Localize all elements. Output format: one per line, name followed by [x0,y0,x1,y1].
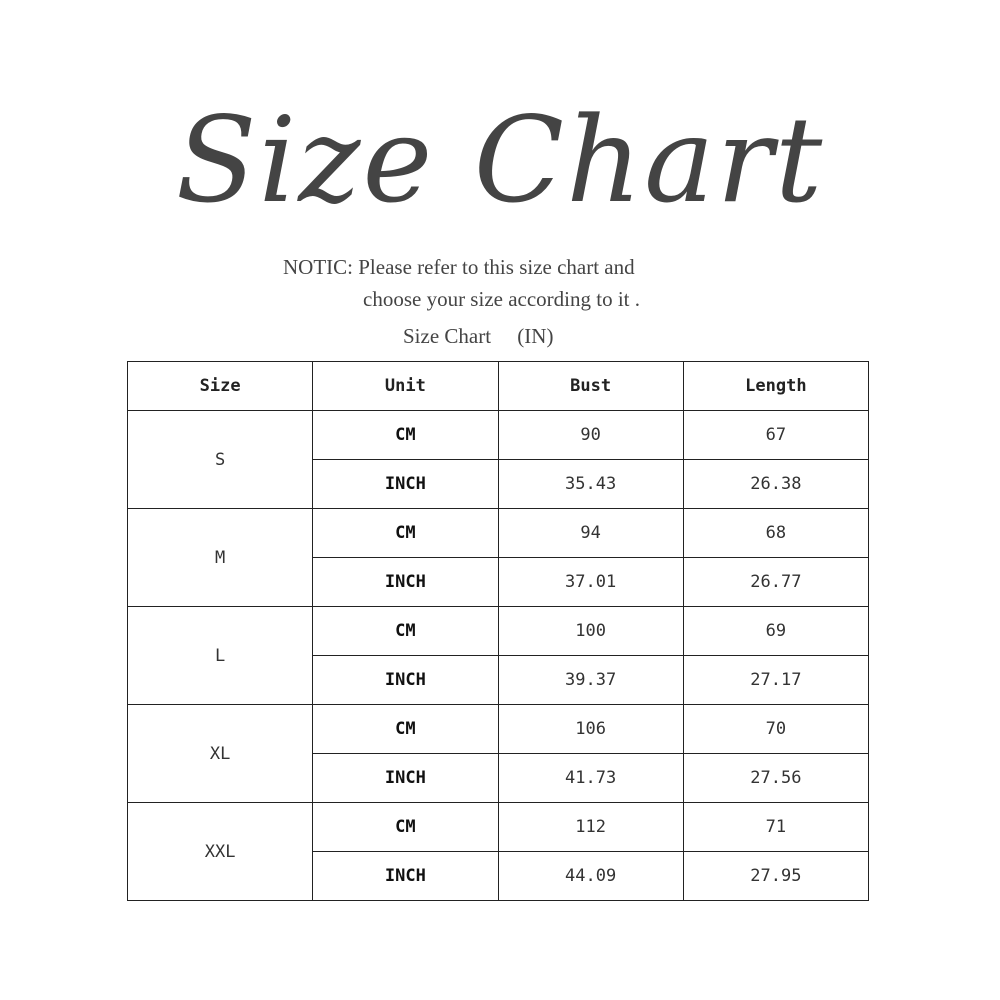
length-cell: 71 [683,803,868,852]
header-length: Length [683,362,868,411]
size-cell: XL [128,705,313,803]
length-cell: 67 [683,411,868,460]
page-title: Size Chart [175,91,825,229]
length-cell: 69 [683,607,868,656]
table-header-row [128,362,869,411]
length-cell: 68 [683,509,868,558]
bust-cell: 35.43 [498,460,683,509]
bust-cell: 37.01 [498,558,683,607]
size-cell: XXL [128,803,313,901]
length-cell: 26.38 [683,460,868,509]
unit-cell: INCH [313,460,498,509]
table-row [128,509,869,558]
length-cell: 70 [683,705,868,754]
unit-cell: CM [313,411,498,460]
unit-cell: INCH [313,656,498,705]
header-size: Size [128,362,313,411]
notice-line-1: NOTIC: Please refer to this size chart and [283,255,635,279]
unit-cell: INCH [313,852,498,901]
table-row [128,705,869,754]
table-row [128,411,869,460]
bust-cell: 112 [498,803,683,852]
unit-cell: CM [313,705,498,754]
size-table [127,361,869,901]
header-unit: Unit [313,362,498,411]
size-cell: M [128,509,313,607]
notice-line-3: Size Chart (IN) [403,324,554,348]
bust-cell: 90 [498,411,683,460]
unit-cell: CM [313,509,498,558]
unit-cell: INCH [313,558,498,607]
bust-cell: 106 [498,705,683,754]
unit-cell: CM [313,803,498,852]
bust-cell: 44.09 [498,852,683,901]
length-cell: 27.17 [683,656,868,705]
notice-line-2: choose your size according to it . [363,287,640,311]
unit-cell: INCH [313,754,498,803]
size-cell: L [128,607,313,705]
table-row [128,803,869,852]
bust-cell: 39.37 [498,656,683,705]
length-cell: 27.56 [683,754,868,803]
length-cell: 27.95 [683,852,868,901]
bust-cell: 41.73 [498,754,683,803]
bust-cell: 94 [498,509,683,558]
header-bust: Bust [498,362,683,411]
bust-cell: 100 [498,607,683,656]
size-cell: S [128,411,313,509]
table-row [128,607,869,656]
length-cell: 26.77 [683,558,868,607]
unit-cell: CM [313,607,498,656]
